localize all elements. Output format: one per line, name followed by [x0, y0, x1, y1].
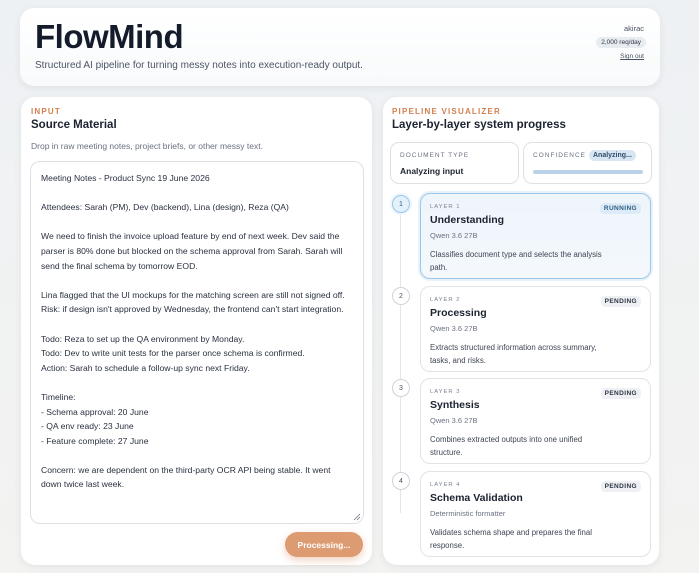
- document-type-label: DOCUMENT TYPE: [400, 152, 470, 159]
- layer-title: Understanding: [430, 214, 505, 226]
- layer-eyebrow: LAYER 2: [430, 297, 461, 303]
- rate-limit-badge: 2,000 req/day: [596, 37, 646, 48]
- layer-card-schema-validation[interactable]: [420, 471, 651, 557]
- layer-title: Schema Validation: [430, 492, 523, 504]
- pipeline-title: Layer-by-layer system progress: [392, 119, 566, 131]
- document-type-value: Analyzing input: [400, 166, 464, 176]
- source-textarea[interactable]: Meeting Notes - Product Sync 19 June 2026 Attendees: Sarah (PM), Dev (backend), Lina (design), Reza (QA) We need to finish the invoice upload feature by end of next week. Dev said the parser is 80% done but blocked on the schema approval from Sarah. Sarah will send the final schema by tomorrow EOD. Lina flagged that the UI mockups for the matching screen are still not signed off. Risk: if design isn't approved by Wednesday, the frontend can't start integration. Todo: Reza to set up the QA environment by Monday. Todo: Dev to write unit tests for the parser once schema is confirmed. Action: Sarah to schedule a follow-up sync next Friday. Timeline: - Schema approval: 20 June - QA env ready: 23 June - Feature complete: 27 June Concern: we are dependent on the third-party OCR API being stable. It went down twice last week.: [30, 161, 364, 524]
- app-header: [20, 8, 660, 86]
- step-marker-4: 4: [392, 472, 410, 490]
- step-marker-2: 2: [392, 287, 410, 305]
- confidence-progress-bar: [533, 170, 643, 174]
- tagline: Structured AI pipeline for turning messy notes into execution-ready output.: [35, 60, 363, 71]
- layer-description: Classifies document type and selects the analysis path.: [430, 250, 602, 272]
- status-badge: RUNNING: [600, 203, 641, 214]
- sign-out-link[interactable]: Sign out: [620, 53, 644, 60]
- status-badge: PENDING: [601, 481, 641, 492]
- layer-eyebrow: LAYER 4: [430, 482, 461, 488]
- source-panel: [21, 97, 372, 565]
- status-badge: PENDING: [601, 296, 641, 307]
- user-name: akirac: [623, 24, 644, 33]
- layer-card-processing[interactable]: [420, 286, 651, 372]
- confidence-label: CONFIDENCE: [533, 152, 586, 159]
- layer-description: Validates schema shape and prepares the final response.: [430, 528, 592, 550]
- step-marker-3: 3: [392, 379, 410, 397]
- confidence-progress-fill: [533, 170, 643, 174]
- layer-eyebrow: LAYER 3: [430, 389, 461, 395]
- layer-model: Deterministic formatter: [430, 509, 506, 518]
- confidence-card: [523, 142, 652, 184]
- layer-model: Qwen 3.6 27B: [430, 324, 478, 333]
- layer-model: Qwen 3.6 27B: [430, 416, 478, 425]
- process-button[interactable]: Processing...: [285, 532, 363, 557]
- layer-card-synthesis[interactable]: [420, 378, 651, 464]
- input-eyebrow: INPUT: [31, 107, 61, 116]
- brand-logo: FlowMind: [35, 18, 184, 55]
- source-title: Source Material: [31, 119, 117, 131]
- layer-card-understanding[interactable]: [420, 193, 651, 279]
- timeline-connector: [400, 213, 401, 513]
- status-badge: PENDING: [601, 388, 641, 399]
- resize-handle-icon[interactable]: [353, 513, 361, 521]
- source-hint: Drop in raw meeting notes, project briefs, or other messy text.: [31, 141, 263, 151]
- pipeline-eyebrow: PIPELINE VISUALIZER: [392, 107, 502, 116]
- layer-description: Extracts structured information across summary, tasks, and risks.: [430, 343, 597, 365]
- document-type-card: [390, 142, 519, 184]
- layer-model: Qwen 3.6 27B: [430, 231, 478, 240]
- layer-title: Synthesis: [430, 399, 480, 411]
- layer-eyebrow: LAYER 1: [430, 204, 461, 210]
- confidence-status-badge: Analyzing...: [589, 150, 636, 161]
- layer-title: Processing: [430, 307, 487, 319]
- step-marker-1: 1: [392, 195, 410, 213]
- layer-description: Combines extracted outputs into one unified structure.: [430, 435, 583, 457]
- pipeline-panel: [383, 97, 659, 565]
